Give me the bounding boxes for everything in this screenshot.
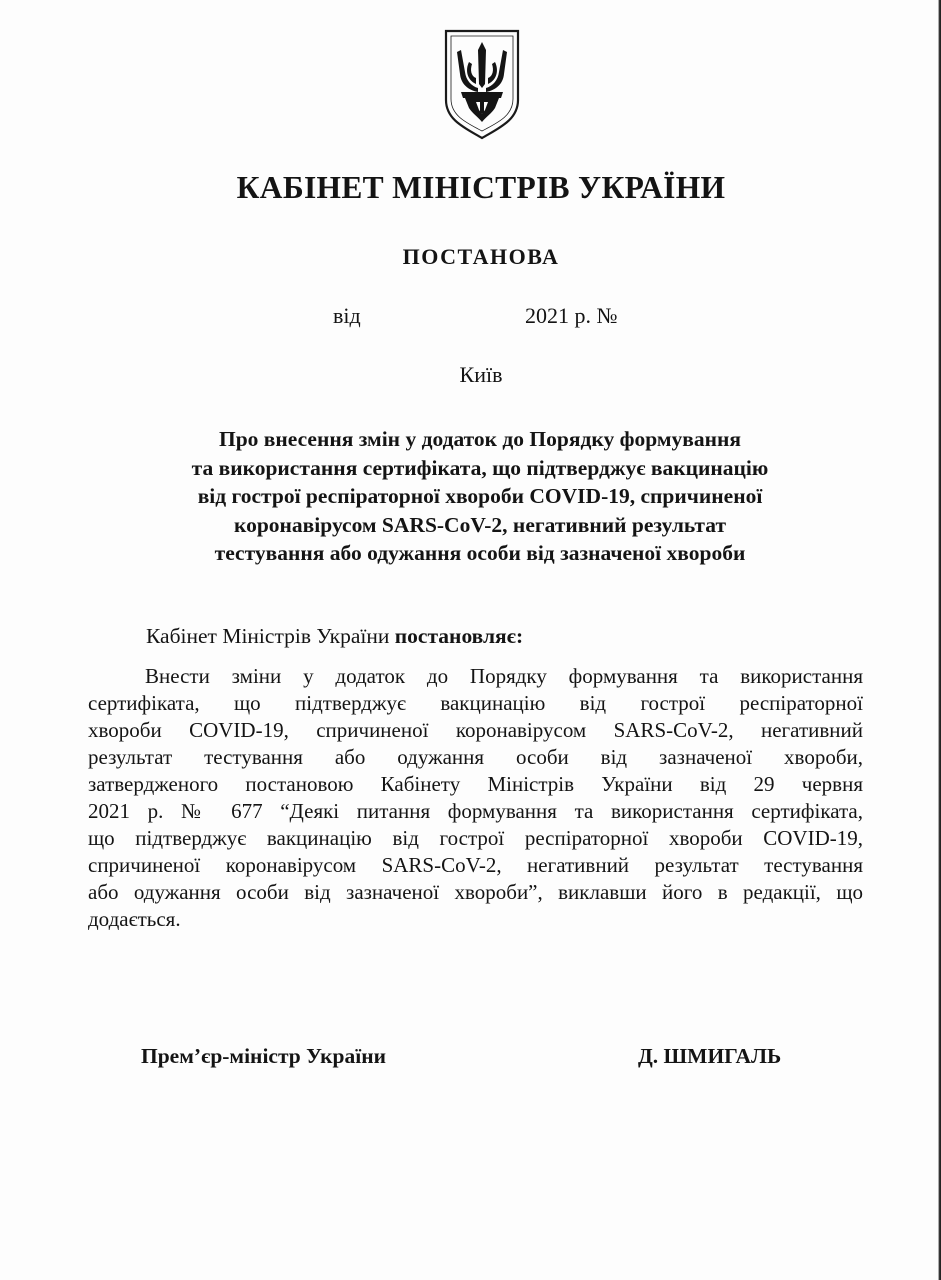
trident-coat-of-arms-icon [443,28,521,140]
body-line: 2021 р. № 677 “Деякі питання формування та використання сертифіката, [88,799,863,823]
document-type: ПОСТАНОВА [402,244,560,269]
body-line: спричиненої коронавірусом SARS-CoV-2, негативний результат тестування [88,853,863,877]
preamble-text: Кабінет Міністрів України [146,624,390,648]
resolution-body [88,663,863,933]
issuing-authority: КАБІНЕТ МІНІСТРІВ УКРАЇНИ [236,170,726,205]
body-line: затвердженого постановою Кабінету Міністрів України від 29 червня [88,772,863,796]
city: Київ [459,362,503,387]
body-line: або одужання особи від зазначеної хвороби”, виклавши його в редакції, що [88,880,863,904]
body-line: Внести зміни у додаток до Порядку формування та використання [145,664,863,688]
title-line: тестування або одужання особи від зазначеної хвороби [214,541,746,565]
date-year-number: 2021 р. № [525,303,618,328]
preamble [146,624,523,649]
body-line: результат тестування або одужання особи від зазначеної хвороби, [88,745,863,769]
body-line: сертифіката, що підтверджує вакцинацію від гострої респіраторної [88,691,863,715]
title-line: Про внесення змін у додаток до Порядку формування [218,427,741,451]
body-line: додається. [88,907,181,931]
signatory-title: Прем’єр-міністр України [141,1044,386,1068]
preamble-resolves: постановляє: [394,624,524,648]
title-line: коронавірусом SARS-CoV-2, негативний результат [233,512,727,537]
body-line: що підтверджує вакцинацію від гострої респіраторної хвороби COVID-19, [88,826,863,850]
date-from-label: від [333,303,361,328]
signatory-name: Д. ШМИГАЛЬ [638,1044,782,1068]
title-line: та використання сертифіката, що підтверджує вакцинацію [191,455,769,480]
body-line: хвороби COVID-19, спричиненої коронавірусом SARS-CoV-2, негативний [88,718,863,742]
resolution-title [140,425,820,568]
title-line: від гострої респіраторної хвороби COVID-19, спричиненої [197,484,763,508]
